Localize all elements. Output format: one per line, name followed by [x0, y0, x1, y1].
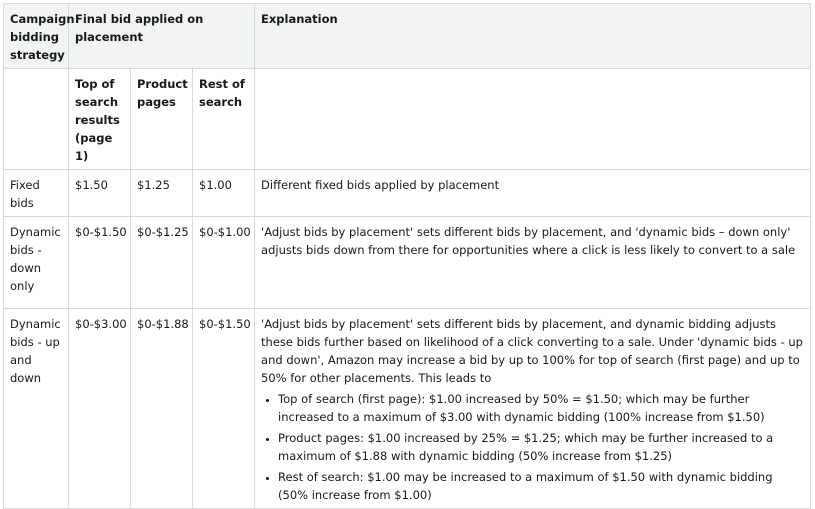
cell-explanation: 'Adjust bids by placement' sets different bids by placement, and 'dynamic bids – down only' adjusts bids down from there for opportunities where a click is less likely to convert to a sale — [255, 217, 811, 309]
cell-rest: $1.00 — [193, 170, 255, 217]
explanation-text: 'Adjust bids by placement' sets different bids by placement, and dynamic bidding adjusts these bids further based on likelihood of a click converting to a sale. Under 'dynamic bids - up and down', Amazon may increase a bid by up to 100% for top of search (first page) and up to 50% for other placements. This leads to — [261, 317, 803, 385]
cell-strategy: Dynamic bids - up and down — [4, 309, 69, 509]
explanation-bullet-list — [261, 390, 804, 504]
table-header-row — [4, 4, 811, 69]
cell-rest: $0-$1.00 — [193, 217, 255, 309]
list-item: • Rest of search: $1.00 may be increased to a maximum of $1.50 with dynamic bidding (50% increase from $1.00) — [278, 468, 804, 504]
cell-top: $0-$1.50 — [69, 217, 131, 309]
cell-product: $0-$1.88 — [131, 309, 193, 509]
list-item: • Product pages: $1.00 increased by 25% = $1.25; which may be further increased to a maximum of $1.88 with dynamic bidding (50% increase from $1.25) — [278, 429, 804, 465]
cell-top: $0-$3.00 — [69, 309, 131, 509]
subheader-product-pages: Product pages — [131, 69, 193, 170]
subheader-top-of-search: Top of search results (page 1) — [69, 69, 131, 170]
cell-rest: $0-$1.50 — [193, 309, 255, 509]
subheader-empty-explanation — [255, 69, 811, 170]
cell-explanation: Different fixed bids applied by placement — [255, 170, 811, 217]
subheader-empty — [4, 69, 69, 170]
bidding-strategy-table — [3, 3, 811, 509]
cell-strategy: Dynamic bids - down only — [4, 217, 69, 309]
subheader-rest-of-search: Rest of search — [193, 69, 255, 170]
cell-product: $0-$1.25 — [131, 217, 193, 309]
table-subheader-row — [4, 69, 811, 170]
header-strategy: Campaign bidding strategy — [4, 4, 69, 69]
cell-top: $1.50 — [69, 170, 131, 217]
list-item: • Top of search (first page): $1.00 increased by 50% = $1.50; which may be further increased to a maximum of $3.00 with dynamic bidding (100% increase from $1.50) — [278, 390, 804, 426]
cell-strategy: Fixed bids — [4, 170, 69, 217]
header-final-bid: Final bid applied on placement — [69, 4, 255, 69]
cell-explanation — [255, 309, 811, 509]
table-row — [4, 217, 811, 309]
table-row — [4, 309, 811, 509]
table-row — [4, 170, 811, 217]
header-explanation: Explanation — [255, 4, 811, 69]
cell-product: $1.25 — [131, 170, 193, 217]
